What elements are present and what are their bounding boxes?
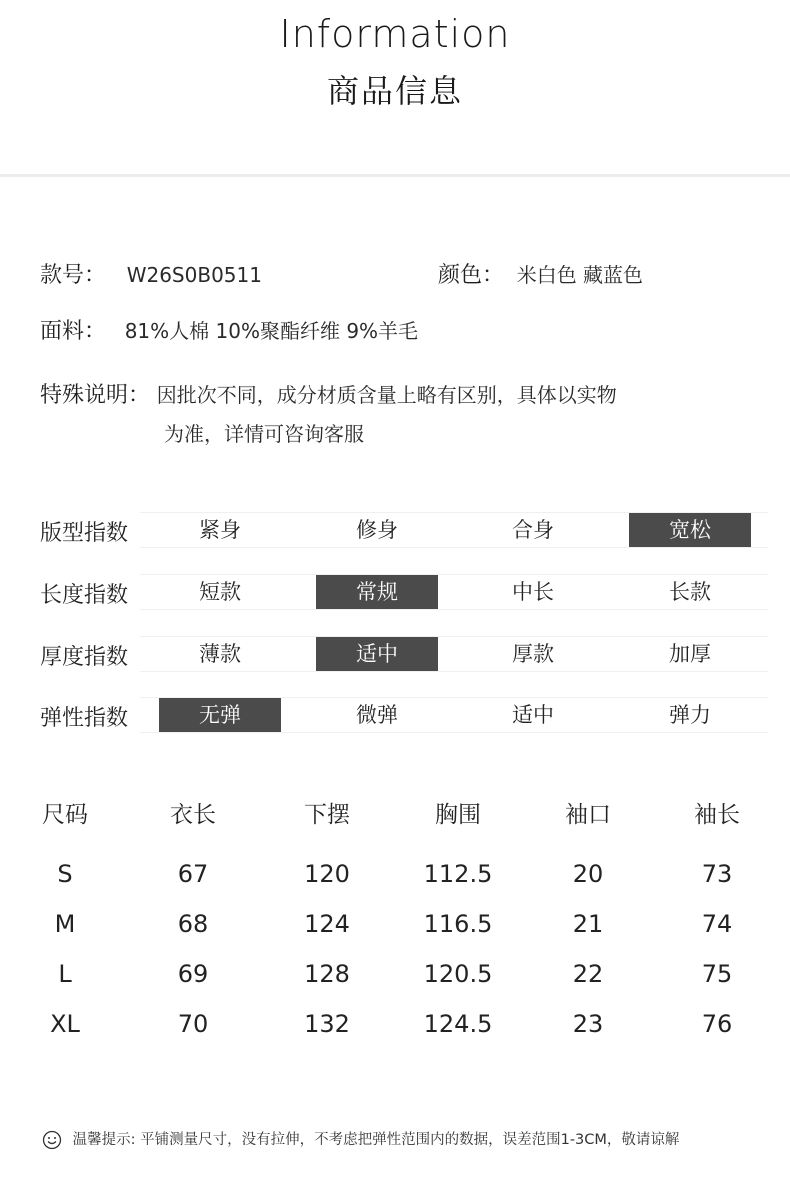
table-cell: 120.5 bbox=[423, 960, 493, 988]
table-header-cell: 尺码 bbox=[42, 802, 88, 828]
table-row bbox=[0, 960, 790, 1000]
index-option: 厚款 bbox=[512, 642, 554, 666]
table-cell: L bbox=[58, 960, 72, 988]
table-cell: 23 bbox=[572, 1010, 604, 1038]
table-header-cell: 袖长 bbox=[694, 802, 740, 828]
index-option-selected: 宽松 bbox=[629, 513, 751, 547]
color-label: 颜色： bbox=[438, 263, 505, 288]
color-value: 米白色 藏蓝色 bbox=[516, 263, 644, 287]
index-row bbox=[0, 636, 790, 676]
smile-icon bbox=[42, 1130, 62, 1150]
table-row bbox=[0, 910, 790, 950]
table-cell: 116.5 bbox=[423, 910, 493, 938]
index-label: 长度指数 bbox=[40, 583, 129, 608]
special-note-text-1: 因批次不同，成分材质含量上略有区别，具体以实物 bbox=[156, 383, 617, 407]
table-cell: 120 bbox=[304, 860, 350, 888]
table-header-cell: 衣长 bbox=[170, 802, 216, 828]
index-option: 弹力 bbox=[669, 703, 711, 727]
table-cell: XL bbox=[50, 1010, 80, 1038]
style-number-label: 款号： bbox=[40, 263, 107, 288]
table-cell: 68 bbox=[177, 910, 209, 938]
index-option: 长款 bbox=[669, 580, 711, 604]
index-option: 修身 bbox=[356, 518, 398, 542]
table-cell: 73 bbox=[701, 860, 733, 888]
table-cell: 76 bbox=[701, 1010, 733, 1038]
table-header-row bbox=[0, 796, 790, 836]
table-row bbox=[0, 1010, 790, 1050]
index-option: 加厚 bbox=[669, 642, 711, 666]
index-option-selected: 适中 bbox=[316, 637, 438, 671]
index-option-selected: 常规 bbox=[316, 575, 438, 609]
fabric-line bbox=[40, 314, 418, 345]
index-option: 合身 bbox=[512, 518, 554, 542]
table-header-cell: 胸围 bbox=[435, 802, 481, 828]
table-cell: 75 bbox=[701, 960, 733, 988]
special-note-text-2: 为准，详情可咨询客服 bbox=[164, 422, 364, 446]
fabric-label: 面料： bbox=[40, 319, 107, 344]
fabric-value: 81%人棉 10%聚酯纤维 9%羊毛 bbox=[124, 319, 419, 343]
index-option: 适中 bbox=[512, 703, 554, 727]
index-label: 厚度指数 bbox=[40, 645, 129, 670]
style-number-value: W26S0B0511 bbox=[126, 263, 262, 287]
table-cell: 22 bbox=[572, 960, 604, 988]
special-note-line-2 bbox=[164, 418, 364, 447]
table-header-cell: 袖口 bbox=[565, 802, 611, 828]
color-line bbox=[438, 258, 643, 289]
index-row bbox=[0, 512, 790, 552]
table-cell: 67 bbox=[177, 860, 209, 888]
special-note-line bbox=[40, 378, 617, 409]
header-divider bbox=[0, 174, 790, 177]
index-option: 紧身 bbox=[199, 518, 241, 542]
index-option: 短款 bbox=[199, 580, 241, 604]
table-row bbox=[0, 860, 790, 900]
table-cell: 112.5 bbox=[423, 860, 493, 888]
title-chinese: 商品信息 bbox=[326, 72, 463, 110]
table-cell: 20 bbox=[572, 860, 604, 888]
title-english: Information bbox=[279, 12, 511, 56]
index-option: 微弹 bbox=[356, 703, 398, 727]
table-cell: 128 bbox=[304, 960, 350, 988]
table-cell: 124.5 bbox=[423, 1010, 493, 1038]
index-option-selected: 无弹 bbox=[159, 698, 281, 732]
table-cell: 132 bbox=[304, 1010, 350, 1038]
index-option: 薄款 bbox=[199, 642, 241, 666]
table-cell: 74 bbox=[701, 910, 733, 938]
table-cell: 70 bbox=[177, 1010, 209, 1038]
page-header bbox=[0, 0, 790, 175]
index-option: 中长 bbox=[512, 580, 554, 604]
style-number-line bbox=[40, 258, 262, 289]
table-cell: 21 bbox=[572, 910, 604, 938]
table-cell: 69 bbox=[177, 960, 209, 988]
special-note-label: 特殊说明： bbox=[40, 383, 151, 408]
table-header-cell: 下摆 bbox=[304, 802, 350, 828]
table-cell: M bbox=[54, 910, 76, 938]
table-cell: S bbox=[57, 860, 73, 888]
index-row bbox=[0, 697, 790, 737]
table-cell: 124 bbox=[304, 910, 350, 938]
index-row bbox=[0, 574, 790, 614]
index-label: 弹性指数 bbox=[40, 706, 129, 731]
footer-text: 温馨提示: 平铺测量尺寸，没有拉伸，不考虑把弹性范围内的数据，误差范围1-3CM，敬请谅解 bbox=[72, 1132, 680, 1148]
footer-note bbox=[42, 1128, 762, 1152]
index-label: 版型指数 bbox=[40, 521, 129, 546]
